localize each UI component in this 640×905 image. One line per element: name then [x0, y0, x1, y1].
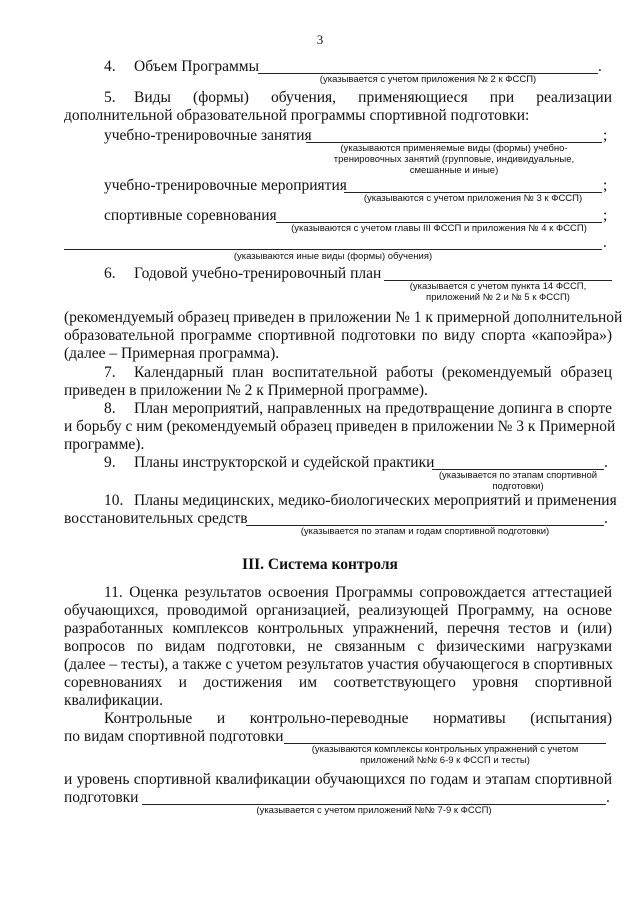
item-9-number: 9.: [104, 454, 116, 471]
item-9-end: .: [604, 454, 608, 471]
item-11-p3-note: (указывается с учетом приложений №№ 7-9 к ФССП): [256, 805, 492, 816]
item-4-number: 4.: [104, 58, 116, 75]
item-6-note-1: (указывается с учетом пункта 14 ФССП,: [409, 281, 587, 292]
item-11-p2-line-1: Контрольные и контрольно-переводные нормативы (испытания): [104, 710, 612, 727]
item-5-word: применяющиеся: [358, 89, 468, 106]
competitions-end: ;: [603, 207, 608, 224]
item-11-text-line-1: 11. Оценка результатов освоения Программы сопровождается аттестацией: [104, 584, 612, 601]
item-11-text-line-3: разработанных комплексов контрольных упражнений, перечня тестов и (или): [64, 620, 612, 637]
item-8-number: 8.: [104, 400, 116, 417]
item-10-note: (указывается по этапам и годам спортивной подготовки): [300, 526, 550, 537]
item-5-word: при: [489, 89, 515, 106]
item-11-p3-label: подготовки: [64, 789, 139, 806]
training-events-note: (указываются с учетом приложения № 3 к ФССП): [363, 193, 583, 204]
item-11-text-line-2: обучающихся, проводимой организацией, реализующей Программу, на основе: [64, 602, 612, 619]
item-11-p3-line-1: и уровень спортивной квалификации обучающихся по годам и этапам спортивной: [64, 771, 612, 788]
item-6-text-line-2: образовательной программе спортивной подготовки по виду спорта «капоэйра»): [64, 327, 612, 344]
item-9-note-1: (указывается по этапам спортивной: [438, 470, 598, 481]
item-10-end: .: [604, 510, 608, 527]
item-4-label: Объем Программы: [134, 58, 259, 75]
item-5-line2: дополнительной образовательной программы спортивной подготовки:: [64, 107, 530, 124]
other-forms-note: (указываются иные виды (формы) обучения): [233, 251, 433, 262]
item-11-p2-note-1: (указываются комплексы контрольных упражнений с учетом: [311, 744, 579, 755]
competitions-label: спортивные соревнования: [104, 207, 277, 224]
item-7-text-line-1: Календарный план воспитательной работы (рекомендуемый образец: [134, 364, 612, 381]
item-5-number: 5.: [104, 89, 116, 106]
item-7-text-line-2: приведен в приложении № 2 к Примерной программе).: [64, 382, 428, 399]
item-5-word: обучения,: [270, 89, 337, 106]
competitions-note: (указываются с учетом главы III ФССП и приложения № 4 к ФССП): [291, 223, 587, 234]
item-11-text-line-7: квалификации.: [64, 692, 163, 709]
training-sessions-note-2: тренировочных занятий (групповые, индивидуальные,: [333, 154, 575, 165]
other-forms-fill-line: [64, 249, 602, 250]
item-8-text-line-3: программе).: [64, 436, 145, 453]
item-6-text-line-1: (рекомендуемый образец приведен в приложении № 1 к примерной дополнительной: [64, 309, 623, 326]
item-11-p3-end: .: [606, 789, 610, 806]
item-6-number: 6.: [104, 265, 116, 282]
item-10-text-line-1: Планы медицинских, медико-биологических мероприятий и применения: [134, 492, 617, 509]
training-events-end: ;: [603, 177, 608, 194]
item-11-text-line-6: соревнованиях и достижения им соответствующего уровня спортивной: [64, 674, 612, 691]
item-6-label: Годовой учебно-тренировочный план: [134, 265, 382, 282]
item-11-text-line-4: вопросов по видам подготовки, не связанным с физическими нагрузками: [64, 638, 612, 655]
other-forms-end: .: [603, 234, 607, 251]
item-10-label: восстановительных средств: [64, 510, 248, 527]
item-9-note-2: подготовки): [492, 481, 544, 492]
item-4-note: (указывается с учетом приложения № 2 к ФССП): [319, 74, 537, 85]
item-5-word: реализации: [536, 89, 612, 106]
item-8-text-line-2: и борьбу с ним (рекомендуемый образец приведен в приложении № 3 к Примерной: [64, 418, 616, 435]
item-11-text-line-5: (далее – тесты), а также с учетом результатов участия обучающегося в спортивных: [64, 656, 613, 673]
section-3-title: III. Система контроля: [242, 556, 398, 573]
item-9-label: Планы инструкторской и судейской практики: [134, 454, 435, 471]
item-11-p2-label: по видам спортивной подготовки: [64, 728, 284, 745]
item-7-number: 7.: [104, 364, 116, 381]
item-6-text-line-3: (далее – Примерная программа).: [64, 345, 280, 362]
page-number: 3: [316, 32, 324, 47]
item-5-word: (формы): [193, 89, 249, 106]
item-8-text-line-1: План мероприятий, направленных на предотвращение допинга в спорте: [134, 400, 612, 417]
training-sessions-label: учебно-тренировочные занятия: [104, 127, 312, 144]
item-5-word: Виды: [134, 89, 171, 106]
training-sessions-note-1: (указываются применяемые виды (формы) учебно-: [340, 143, 568, 154]
training-events-label: учебно-тренировочные мероприятия: [104, 177, 347, 194]
training-sessions-end: ;: [603, 127, 608, 144]
training-sessions-note-3: смешанные и иные): [409, 165, 499, 176]
item-11-p2-note-2: приложений №№ 6-9 к ФССП и тесты): [360, 755, 530, 766]
item-5-line1: [134, 89, 612, 107]
item-10-number: 10.: [104, 492, 124, 509]
item-6-note-2: приложений № 2 и № 5 к ФССП): [426, 292, 570, 303]
item-4-end: .: [598, 58, 602, 75]
